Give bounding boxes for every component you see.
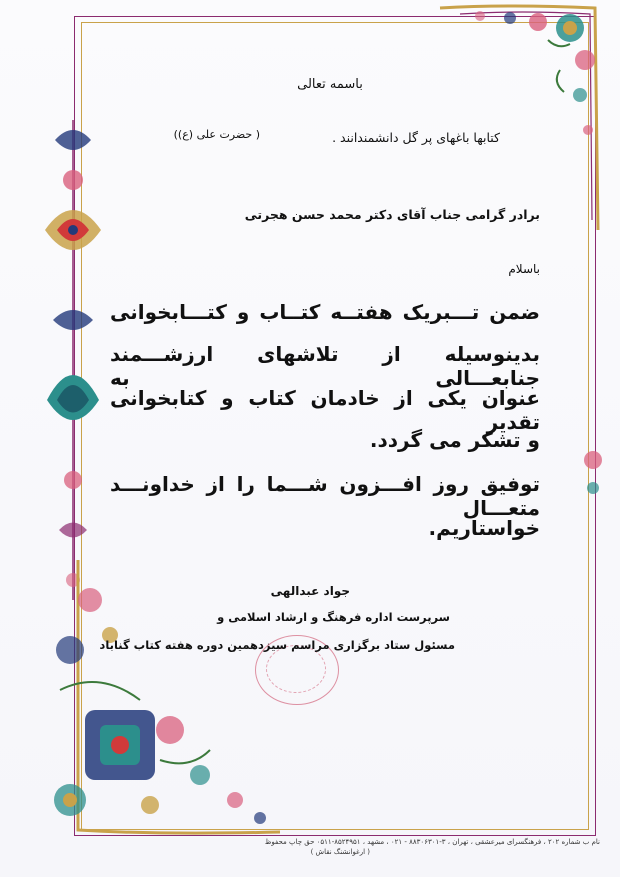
document-heading: باسمه تعالی bbox=[297, 77, 363, 92]
floral-corner-top-right bbox=[420, 0, 620, 240]
signatory-title-2: مسئول ستاد برگزاری مراسم سیزدهمین دوره هفته کتاب گناباد bbox=[99, 638, 455, 652]
quote-text: کتابها باغهای پر گل دانشمندانند . bbox=[332, 130, 500, 145]
body-line-4: و تشکر می گردد. bbox=[369, 428, 540, 452]
body-line-3: عنوان یکی از خادمان کتاب و کتابخوانی تقدیر bbox=[110, 386, 540, 434]
artist-credit: ( ارغوانشنگ نقاش ) bbox=[310, 848, 370, 856]
greeting: باسلام bbox=[508, 262, 540, 276]
signatory-title-1: سرپرست اداره فرهنگ و ارشاد اسلامی و bbox=[217, 610, 450, 624]
body-line-2: بدینوسیله از تلاشهای ارزشـــمند جنابعـــالی به bbox=[110, 342, 540, 390]
body-line-6: خواستاریم. bbox=[428, 516, 540, 540]
signatory-name: جواد عبدالهی bbox=[270, 584, 350, 598]
floral-corner-bottom-left bbox=[40, 560, 300, 860]
left-border-ornament bbox=[35, 120, 115, 600]
quote-source: ( حضرت علی (ع)) bbox=[173, 128, 260, 141]
right-side-ornament bbox=[575, 440, 615, 520]
body-line-1: ضمن تـــبریک هفتــه کتــاب و کتـــابخوانی bbox=[110, 300, 540, 324]
publisher-footer: نام ب شماره ۲۰۲ ، فرهنگسرای میرعشقی ، تهران ، ۳-۸۸۳۰۶۳۰۱ - ۰۲۱ ، مشهد ، ۸۵۲۴۹۵۱-۰۵۱۱ حق چاپ محفوظ bbox=[264, 838, 600, 846]
addressee-line: برادر گرامی جناب آقای دکتر محمد حسن هجرتی bbox=[244, 207, 540, 222]
body-line-5: توفیق روز افـــزون شـــما را از خداونـــد متعـــال bbox=[110, 472, 540, 520]
